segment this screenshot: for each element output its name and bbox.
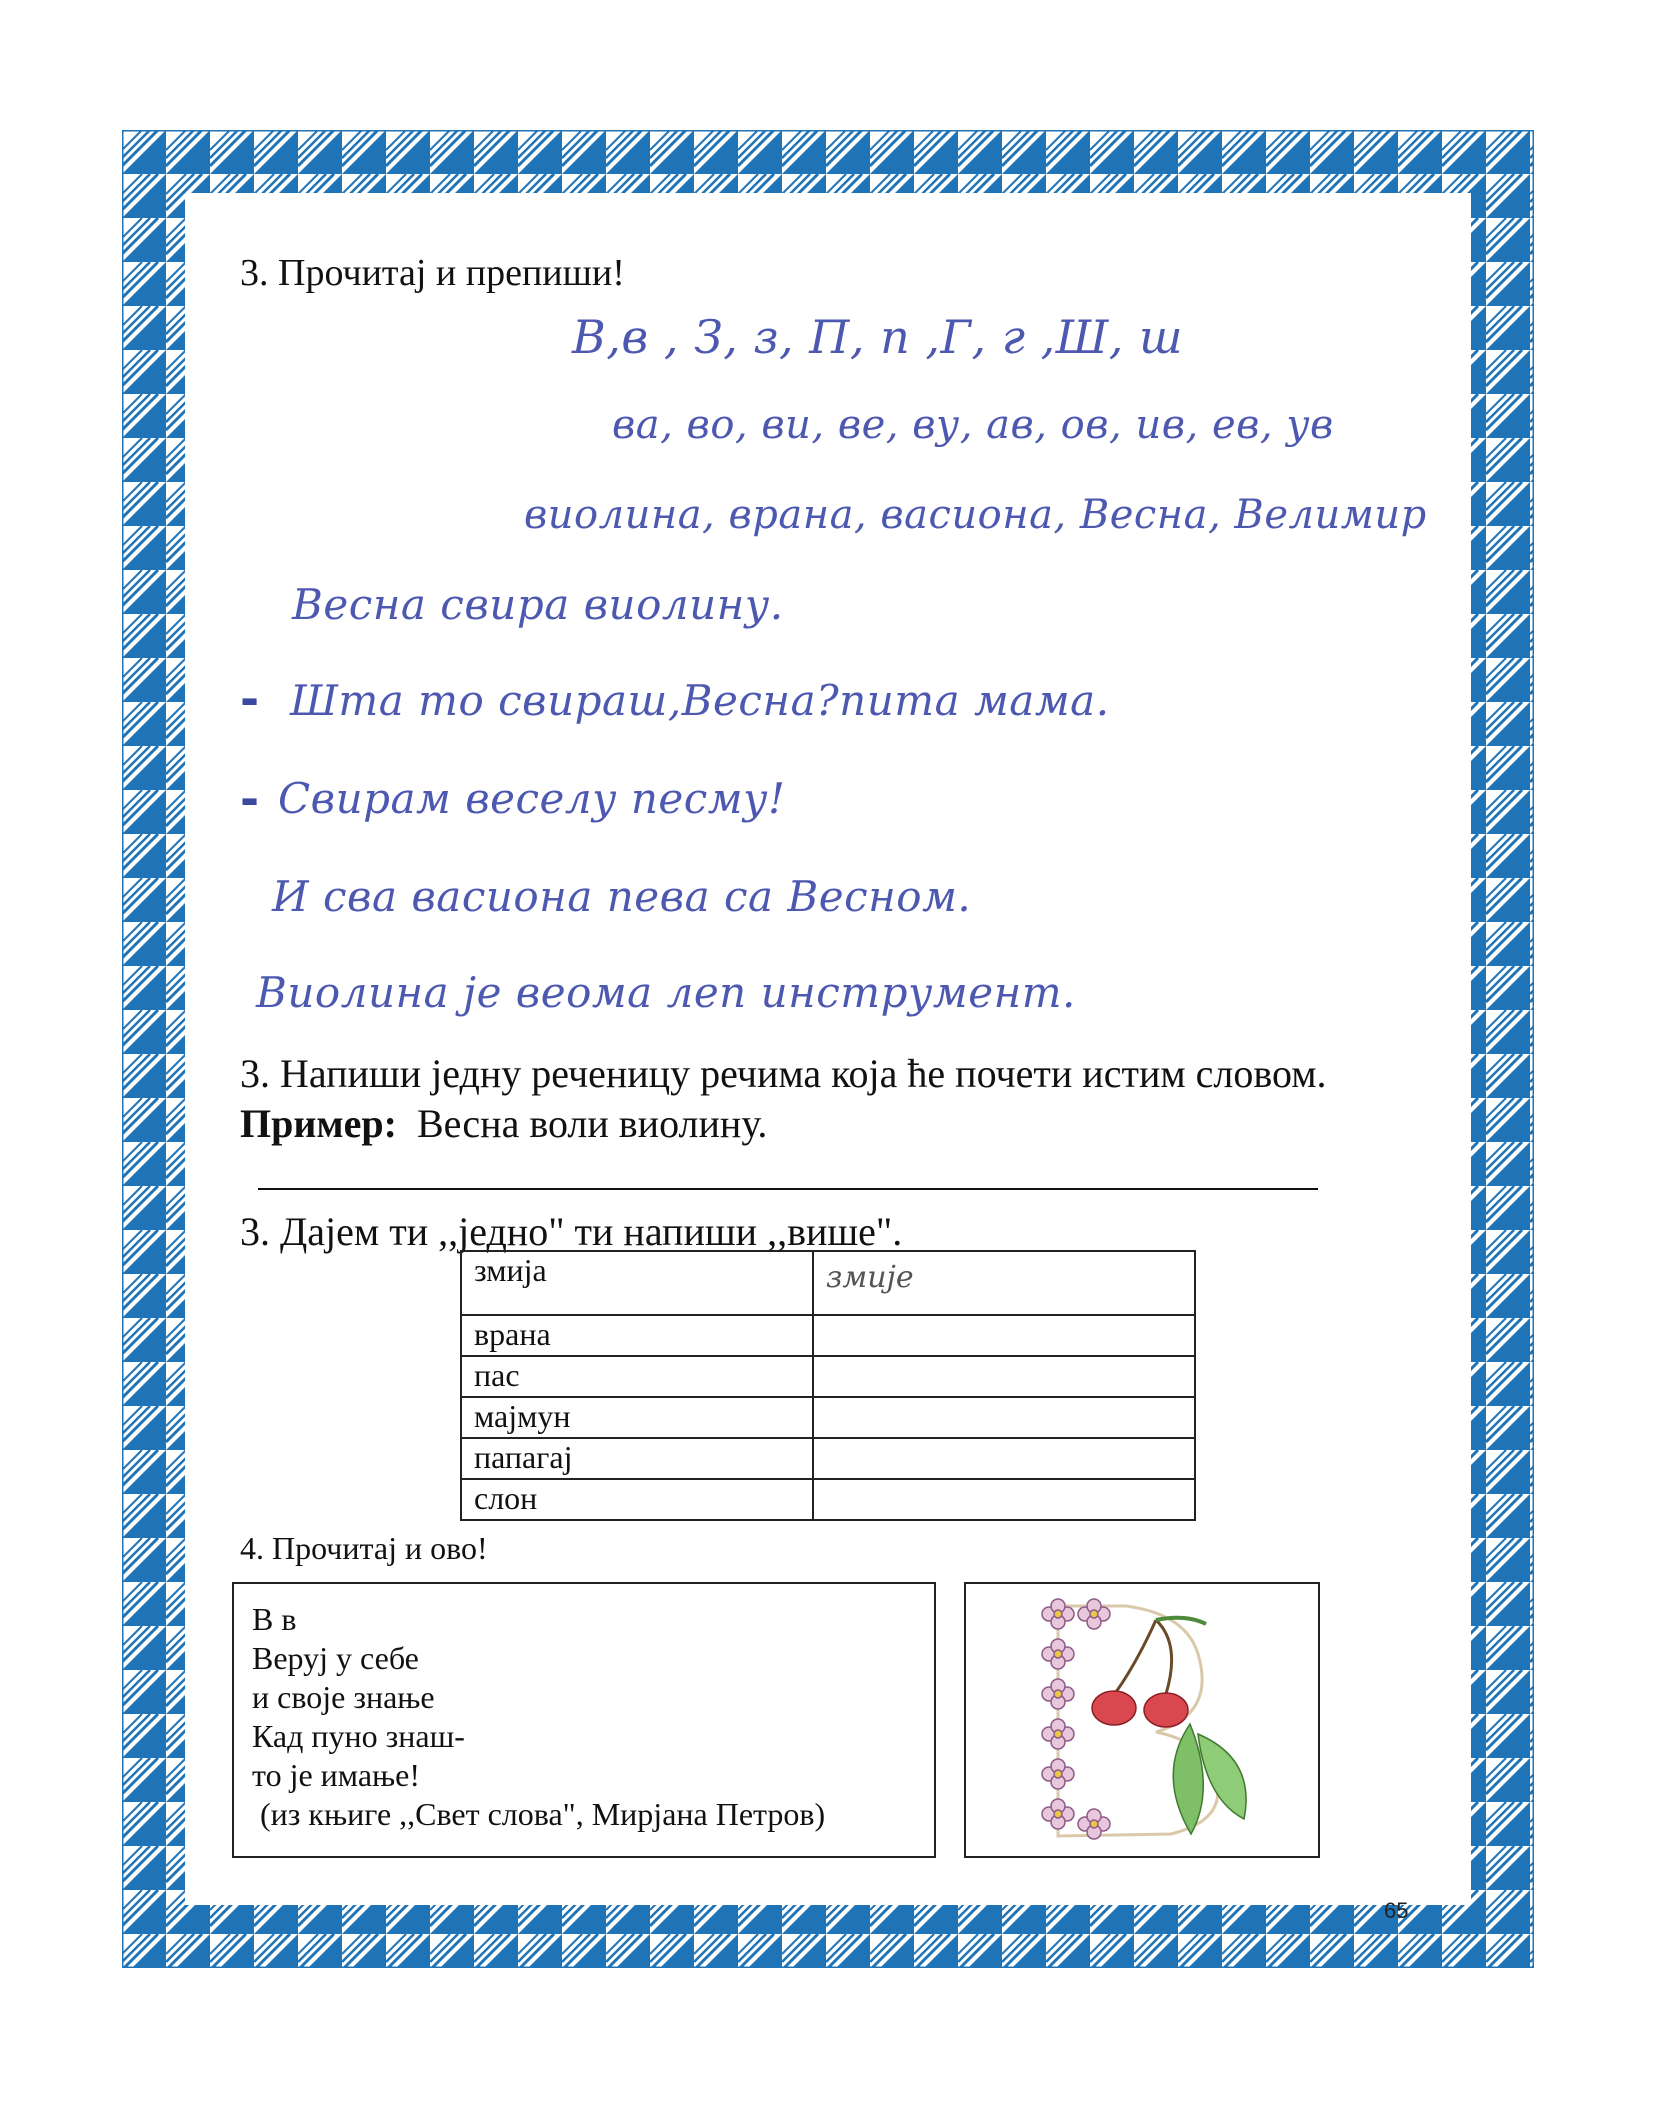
script-line-letters: В,в , З, з, П, п ,Г, г ,Ш, ш <box>572 310 1184 364</box>
singular-cell: слон <box>461 1479 813 1520</box>
task2-example <box>240 1100 767 1147</box>
script-sentence-5: Виолина је веома леп инструмент. <box>256 968 1076 1017</box>
table-row <box>461 1251 1195 1315</box>
letter-v-flower-illustration <box>966 1584 1318 1856</box>
dialogue-dash: - <box>240 772 260 826</box>
task4-heading: 4. Прочитај и ово! <box>240 1530 488 1566</box>
dialogue-dash: - <box>240 672 260 726</box>
singular-cell: пас <box>461 1356 813 1397</box>
poem-line: В в <box>252 1601 297 1637</box>
plural-cell[interactable] <box>813 1479 1195 1520</box>
script-line-words: виолина, врана, васиона, Весна, Велимир <box>524 492 1427 538</box>
poem-line: то је имање! <box>252 1757 421 1793</box>
singular-cell: мајмун <box>461 1397 813 1438</box>
task1-heading: 3. Прочитај и препиши! <box>240 252 625 294</box>
singular-cell: папагај <box>461 1438 813 1479</box>
task3-heading: 3. Дајем ти ,,једно" ти напиши ,,више". <box>240 1209 903 1254</box>
singular-cell: врана <box>461 1315 813 1356</box>
task2-heading: 3. Напиши једну реченицу речима која ће почети истим словом. <box>240 1051 1327 1096</box>
script-line-syllables: ва, во, ви, ве, ву, ав, ов, ив, ев, ув <box>612 402 1334 448</box>
plural-cell[interactable] <box>813 1397 1195 1438</box>
page-number: 65 <box>1384 1898 1409 1923</box>
table-row <box>461 1315 1195 1356</box>
example-label: Пример: <box>240 1101 397 1146</box>
example-text: Весна воли виолину. <box>416 1101 768 1146</box>
cherry-icon <box>1092 1691 1188 1727</box>
singular-cell: змија <box>461 1251 813 1315</box>
script-sentence-4: И сва васиона пева са Весном. <box>272 872 972 921</box>
illustration-box <box>964 1582 1320 1858</box>
answer-line[interactable] <box>258 1188 1318 1190</box>
plural-table <box>460 1250 1196 1521</box>
poem-box <box>232 1582 936 1858</box>
poem-line: и своје знање <box>252 1679 435 1715</box>
poem-line: Веруј у себе <box>252 1640 419 1676</box>
poem-text <box>252 1600 825 1834</box>
poem-source: (из књиге ,,Свет слова", Мирјана Петров) <box>252 1796 826 1832</box>
table-row <box>461 1479 1195 1520</box>
plural-cell[interactable] <box>813 1356 1195 1397</box>
poem-line: Кад пуно знаш- <box>252 1718 465 1754</box>
table-row <box>461 1397 1195 1438</box>
table-row <box>461 1356 1195 1397</box>
script-sentence-2: Шта то свираш,Весна?пита мама. <box>290 676 1110 725</box>
plural-cell[interactable] <box>813 1438 1195 1479</box>
table-row <box>461 1438 1195 1479</box>
plural-cell[interactable]: змије <box>813 1251 1195 1315</box>
script-sentence-1: Весна свира виолину. <box>292 580 784 629</box>
script-sentence-3: Свирам веселу песму! <box>278 774 786 823</box>
leaf-icon <box>1173 1724 1246 1834</box>
plural-cell[interactable] <box>813 1315 1195 1356</box>
